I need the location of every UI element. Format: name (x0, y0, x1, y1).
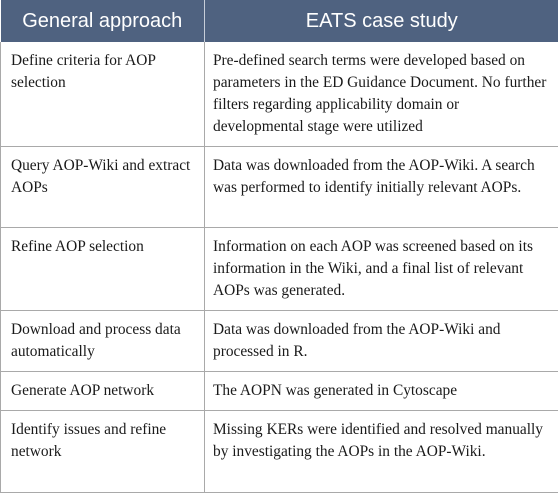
table-row (1, 372, 558, 411)
case-study-cell: Pre-defined search terms were developed based on parameters in the ED Guidance Document. No further filters regarding applicability domain or developmental stage were utilized (205, 42, 558, 147)
table-row (1, 411, 558, 493)
case-study-cell: Data was downloaded from the AOP-Wiki and processed in R. (205, 311, 558, 372)
header-general-approach: General approach (1, 0, 205, 42)
table-row (1, 147, 558, 228)
approach-cell: Generate AOP network (1, 372, 205, 411)
approach-cell: Refine AOP selection (1, 228, 205, 311)
table-row (1, 228, 558, 311)
approach-cell: Query AOP-Wiki and extract AOPs (1, 147, 205, 228)
approach-cell: Define criteria for AOP selection (1, 42, 205, 147)
table-header-row (1, 0, 558, 42)
case-study-cell: Data was downloaded from the AOP-Wiki. A search was performed to identify initially relevant AOPs. (205, 147, 558, 228)
approach-cell: Download and process data automatically (1, 311, 205, 372)
header-eats-case-study: EATS case study (205, 0, 558, 42)
approach-cell: Identify issues and refine network (1, 411, 205, 493)
table-row (1, 42, 558, 147)
case-study-cell: Missing KERs were identified and resolved manually by investigating the AOPs in the AOP-Wiki. (205, 411, 558, 493)
case-study-cell: The AOPN was generated in Cytoscape (205, 372, 558, 411)
case-study-cell: Information on each AOP was screened based on its information in the Wiki, and a final list of relevant AOPs was generated. (205, 228, 558, 311)
table-row (1, 311, 558, 372)
